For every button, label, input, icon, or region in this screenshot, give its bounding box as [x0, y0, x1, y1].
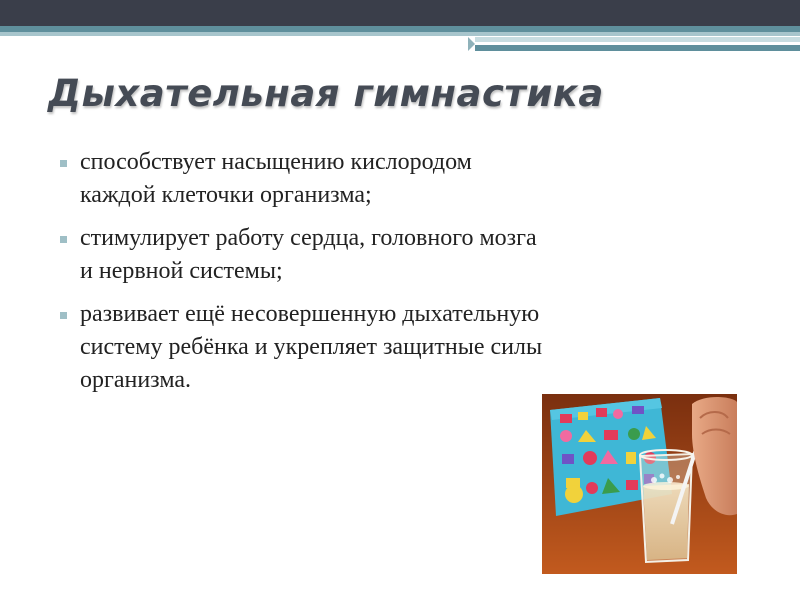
- bullet-text-line: каждой клеточки организма;: [80, 182, 372, 208]
- square-bullet-icon: [60, 236, 67, 243]
- bullet-text-line: развивает ещё несовершенную дыхательную: [80, 301, 540, 327]
- bullet-item: [60, 222, 750, 288]
- banner-stripe: [0, 32, 800, 36]
- banner-arrow-icon: [470, 38, 476, 50]
- bullet-text-line: систему ребёнка и укрепляет защитные силы: [80, 334, 543, 360]
- top-banner: [0, 0, 800, 26]
- breathing-exercise-photo: [542, 394, 737, 574]
- square-bullet-icon: [60, 312, 67, 319]
- bullet-text-line: организма.: [80, 367, 191, 393]
- bullet-list: [60, 146, 750, 407]
- bullet-text-line: и нервной системы;: [80, 258, 283, 284]
- bullet-item: [60, 146, 750, 212]
- square-bullet-icon: [60, 160, 67, 167]
- bullet-text-line: способствует насыщению кислородом: [80, 149, 472, 175]
- banner-stripe: [475, 45, 800, 51]
- bullet-item: [60, 298, 750, 397]
- slide-title: Дыхательная гимнастика: [48, 72, 604, 115]
- banner-stripe: [475, 37, 800, 42]
- bullet-text-line: стимулирует работу сердца, головного мозга: [80, 225, 537, 251]
